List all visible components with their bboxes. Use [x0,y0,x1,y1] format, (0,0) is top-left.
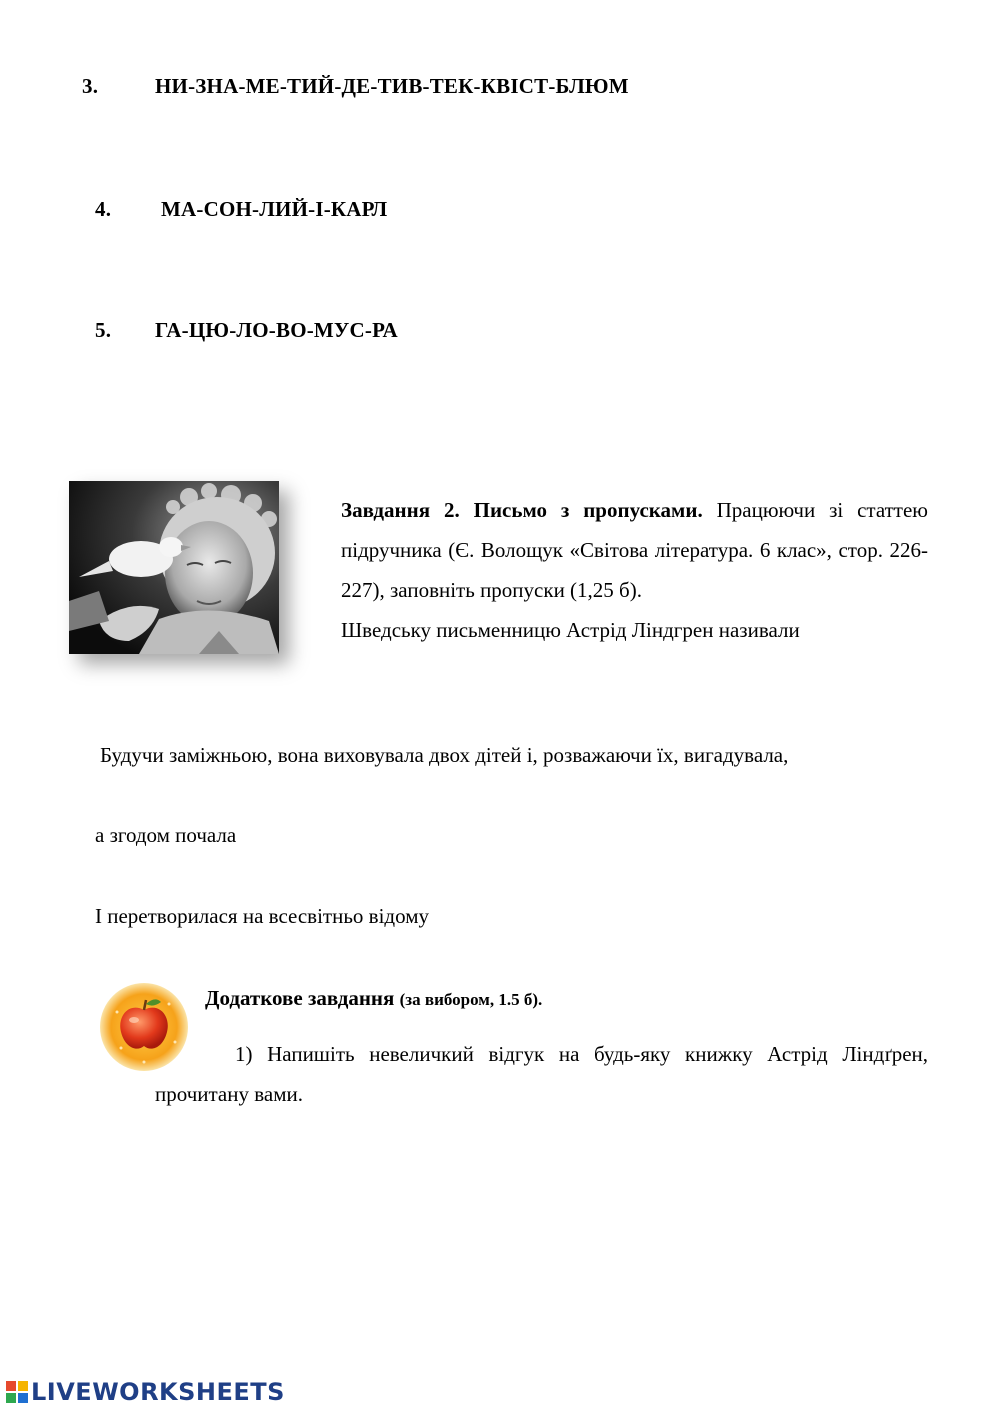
paragraph-2: а згодом почала [95,823,237,847]
list-item-4 [95,197,595,223]
extra-task-note: (за вибором, 1.5 б). [399,990,543,1009]
logo-text: LIVEWORKSHEETS [31,1378,285,1406]
paragraph-1: Будучи заміжньою, вона виховувала двох дітей і, розважаючи їх, вигадувала, [100,743,789,767]
list-number: 5. [95,318,112,342]
list-text: НИ-ЗНА-МЕ-ТИЙ-ДЕ-ТИВ-ТЕК-КВІСТ-БЛЮМ [155,74,629,98]
list-number: 4. [95,197,112,221]
extra-task-heading: Додаткове завдання [205,986,395,1010]
list-item-5 [95,318,595,344]
task2-line: Шведську письменницю Астрід Ліндгрен називали [341,618,800,642]
list-item-3 [82,74,782,100]
task2-text: Працюючи зі статтею підручника (Є. Волощук «Світова література. 6 клас», стор. 226-227), заповніть пропуски (1,25 б). [341,498,928,602]
extra-task-title [205,986,542,1011]
task2-block [341,490,928,650]
task2-heading: Завдання 2. Письмо з пропусками. [341,498,703,522]
list-text: ГА-ЦЮ-ЛО-ВО-МУС-РА [155,318,398,342]
list-number: 3. [82,74,99,98]
author-photo [69,481,279,654]
extra-task-body: 1) Напишіть невеличкий відгук на будь-яку книжку Астрід Ліндґрен, прочитану вами. [155,1042,928,1106]
paragraph-3: І перетворилася на всесвітньо відому [95,904,430,928]
author-photo-image [69,481,279,654]
liveworksheets-logo-icon [6,1381,28,1403]
liveworksheets-logo [6,1378,285,1410]
list-text: МА-СОН-ЛИЙ-І-КАРЛ [161,197,388,221]
